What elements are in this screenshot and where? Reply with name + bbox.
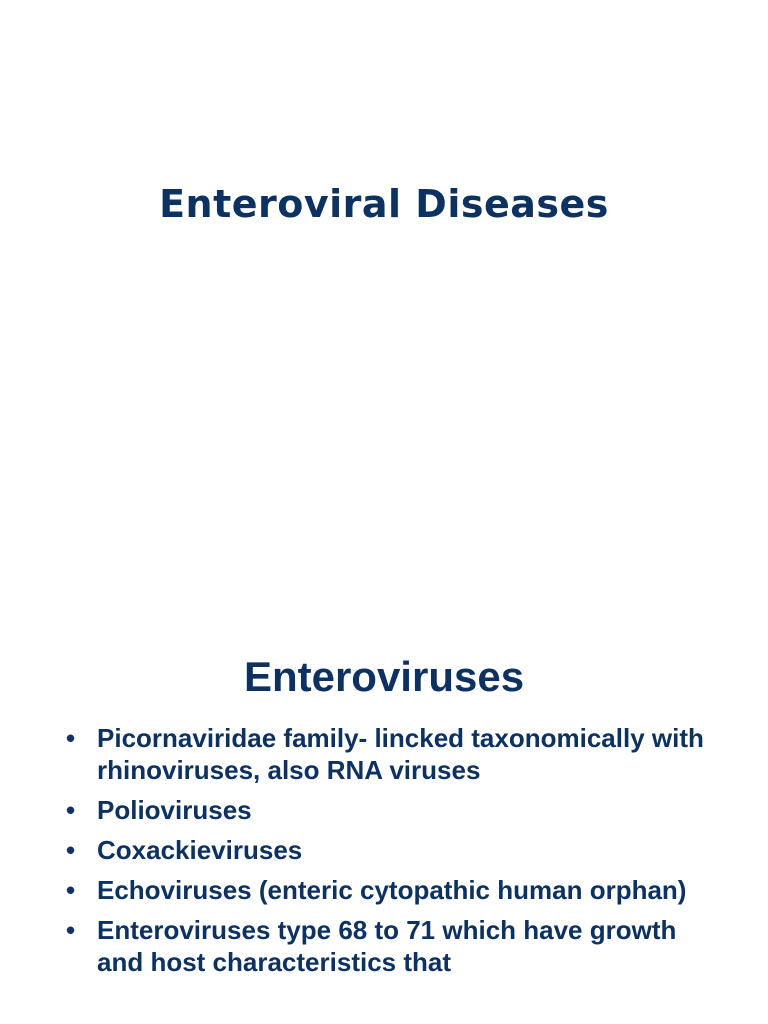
bullet-list <box>66 722 726 986</box>
slide-heading: Enteroviruses <box>243 653 525 700</box>
bullet-item <box>66 874 726 906</box>
bullet-item <box>66 722 726 786</box>
bullet-icon: • <box>66 835 76 865</box>
bullet-icon: • <box>66 915 76 945</box>
bullet-icon: • <box>66 795 76 825</box>
bullet-icon: • <box>66 723 76 753</box>
bullet-text: Enteroviruses type 68 to 71 which have growth and host characteristics that <box>97 915 677 977</box>
bullet-text: Polioviruses <box>97 795 252 825</box>
bullet-text: Picornaviridae family- lincked taxonomically with rhinoviruses, also RNA viruses <box>97 723 704 785</box>
bullet-item <box>66 914 726 978</box>
bullet-item <box>66 834 726 866</box>
slide-enteroviruses <box>0 620 768 1024</box>
bullet-icon: • <box>66 875 76 905</box>
bullet-text: Coxackieviruses <box>97 835 303 865</box>
bullet-item <box>66 794 726 826</box>
bullet-text: Echoviruses (enteric cytopathic human orphan) <box>97 875 687 905</box>
page-title: Enteroviral Diseases <box>159 182 609 226</box>
